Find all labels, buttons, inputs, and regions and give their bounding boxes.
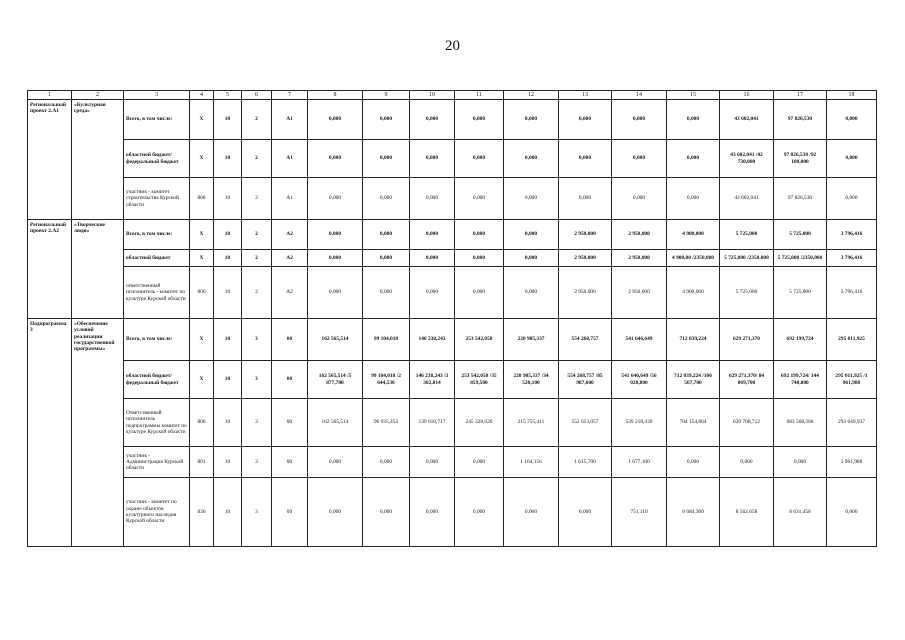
block-name: Региональный проект 2.А2 (28, 220, 72, 319)
budget-table (27, 90, 877, 547)
row-label: ответственный исполнитель - комитет по культуре Курской области (124, 267, 190, 319)
value-cell: 4 900,000 (667, 267, 720, 319)
value-cell: 0,000 (363, 100, 410, 140)
value-cell: 552 653,057 (559, 399, 612, 447)
value-cell: 43 602,041 (720, 178, 774, 220)
block-title: «Творческие люди» (72, 220, 124, 319)
value-cell: 0,000 (455, 267, 504, 319)
value-cell: 2 950,000 (559, 250, 612, 267)
value-cell: 0,000 (308, 250, 363, 267)
value-cell: 97 826,530 (774, 178, 827, 220)
value-cell: 2 950,000 (559, 267, 612, 319)
value-cell: 2 950,000 (612, 250, 667, 267)
value-cell: 146 238,243 /3 302,814 (410, 361, 455, 399)
column-header-1: 1 (28, 91, 72, 100)
code-cell-c4: 808 (190, 178, 214, 220)
value-cell: 0,000 (504, 267, 559, 319)
value-cell: 2 950,000 (612, 220, 667, 250)
code-cell-c5: 10 (214, 478, 242, 547)
value-cell: 162 565,514 /5 877,700 (308, 361, 363, 399)
value-cell: 99 104,018 (363, 319, 410, 361)
value-cell: 541 646,649 (612, 319, 667, 361)
value-cell: 712 839,224 /106 567,700 (667, 361, 720, 399)
value-cell: 0,000 (504, 250, 559, 267)
code-cell-c7: 00 (272, 361, 308, 399)
value-cell: 0,000 (504, 140, 559, 178)
code-cell-c5: 10 (214, 250, 242, 267)
value-cell: 704 154,864 (667, 399, 720, 447)
value-cell: 253 542,058 (455, 319, 504, 361)
code-cell-c4: 836 (190, 478, 214, 547)
value-cell: 683 568,266 (774, 399, 827, 447)
table-row (28, 361, 877, 399)
value-cell: 0,000 (308, 178, 363, 220)
value-cell: 0,000 (410, 447, 455, 478)
column-header-4: 4 (190, 91, 214, 100)
value-cell: 0,000 (455, 140, 504, 178)
value-cell: 0,000 (363, 250, 410, 267)
block-title: «Культурная среда» (72, 100, 124, 220)
value-cell: 0,000 (363, 267, 410, 319)
value-cell: 539 218,439 (612, 399, 667, 447)
value-cell: 5 725,000 (720, 267, 774, 319)
code-cell-c5: 10 (214, 220, 242, 250)
code-cell-c4: 801 (190, 447, 214, 478)
value-cell: 4 900,00 /2350,000 (667, 250, 720, 267)
table-row (28, 267, 877, 319)
value-cell: 5 725,000 /2350,000 (774, 250, 827, 267)
value-cell: 0,000 (410, 478, 455, 547)
row-label: Всего, в том числе: (124, 220, 190, 250)
value-cell: 0,000 (667, 178, 720, 220)
code-cell-c7: А2 (272, 267, 308, 319)
code-cell-c7: 00 (272, 319, 308, 361)
value-cell: 245 328,026 (455, 399, 504, 447)
value-cell: 0,000 (308, 478, 363, 547)
code-cell-c4: Х (190, 319, 214, 361)
value-cell: 1 615,700 (559, 447, 612, 478)
value-cell: 0,000 (410, 267, 455, 319)
value-cell: 0,000 (774, 447, 827, 478)
value-cell: 0,000 (504, 178, 559, 220)
code-cell-c5: 10 (214, 100, 242, 140)
value-cell: 0,000 (410, 250, 455, 267)
code-cell-c4: Х (190, 220, 214, 250)
column-header-8: 8 (308, 91, 363, 100)
block-name: Региональный проект 2.А1 (28, 100, 72, 220)
value-cell: 0,000 (308, 220, 363, 250)
value-cell: 220 985,337 (504, 319, 559, 361)
value-cell: 0,000 (455, 250, 504, 267)
value-cell: 295 011,925 /1 961,988 (827, 361, 877, 399)
value-cell: 554 268,757 (559, 319, 612, 361)
block-name: Подпрограмма 3 (28, 319, 72, 547)
value-cell: 220 985,337 /34 520,100 (504, 361, 559, 399)
value-cell: 3 796,416 (827, 250, 877, 267)
value-cell: 0,000 (612, 140, 667, 178)
row-label: Всего, в том числе: (124, 319, 190, 361)
code-cell-c6: 2 (242, 220, 272, 250)
value-cell: 5 725,000 (774, 267, 827, 319)
code-cell-c5: 10 (214, 140, 242, 178)
code-cell-c5: 10 (214, 178, 242, 220)
value-cell: 2 950,000 (612, 267, 667, 319)
value-cell: 97 826,530 /92 100,000 (774, 140, 827, 178)
code-cell-c4: Х (190, 250, 214, 267)
code-cell-c7: А2 (272, 220, 308, 250)
column-header-18: 18 (827, 91, 877, 100)
value-cell: 3 796,416 (827, 267, 877, 319)
value-cell: 0,000 (308, 447, 363, 478)
table-row (28, 447, 877, 478)
table-row (28, 319, 877, 361)
value-cell: 0,000 (612, 100, 667, 140)
value-cell: 162 565,514 (308, 399, 363, 447)
code-cell-c5: 10 (214, 399, 242, 447)
value-cell: 0,000 (410, 100, 455, 140)
row-label: областной бюджет (124, 250, 190, 267)
code-cell-c6: 2 (242, 267, 272, 319)
column-header-12: 12 (504, 91, 559, 100)
value-cell: 1 164,156 (504, 447, 559, 478)
code-cell-c5: 10 (214, 319, 242, 361)
page-number: 20 (445, 38, 460, 54)
code-cell-c6: 2 (242, 178, 272, 220)
value-cell: 0,000 (827, 140, 877, 178)
value-cell: 1 961,988 (827, 447, 877, 478)
value-cell: 0,000 (410, 220, 455, 250)
code-cell-c6: 2 (242, 140, 272, 178)
column-header-2: 2 (72, 91, 124, 100)
row-label: Всего, в том числе: (124, 100, 190, 140)
code-cell-c7: А2 (272, 250, 308, 267)
table-row (28, 178, 877, 220)
value-cell: 0,000 (363, 478, 410, 547)
value-cell: 0,000 (410, 178, 455, 220)
value-cell: 0,000 (363, 447, 410, 478)
value-cell: 0,000 (455, 220, 504, 250)
value-cell: 0,000 (827, 478, 877, 547)
code-cell-c6: 3 (242, 399, 272, 447)
value-cell: 0,000 (827, 178, 877, 220)
value-cell: 692 199,724/ 144 740,800 (774, 361, 827, 399)
value-cell: 2 950,000 (559, 220, 612, 250)
value-cell: 0,000 (559, 140, 612, 178)
value-cell: 554 268,757 /85 987,600 (559, 361, 612, 399)
value-cell: 5 725,000 (720, 220, 774, 250)
value-cell: 0,000 (667, 100, 720, 140)
code-cell-c7: А1 (272, 140, 308, 178)
value-cell: 0,000 (559, 100, 612, 140)
code-cell-c5: 10 (214, 447, 242, 478)
value-cell: 97 826,530 (774, 100, 827, 140)
value-cell: 0,000 (410, 140, 455, 178)
code-cell-c7: 00 (272, 447, 308, 478)
value-cell: 43 602,041 /42 730,000 (720, 140, 774, 178)
column-header-10: 10 (410, 91, 455, 100)
table-row (28, 100, 877, 140)
row-label: областной бюджет/ федеральный бюджет (124, 140, 190, 178)
value-cell: 96 935,453 (363, 399, 410, 447)
code-cell-c6: 3 (242, 447, 272, 478)
value-cell: 0,000 (504, 478, 559, 547)
column-header-3: 3 (124, 91, 190, 100)
value-cell: 0,000 (363, 140, 410, 178)
value-cell: 0,000 (720, 447, 774, 478)
value-cell: 99 104,018 /2 644,530 (363, 361, 410, 399)
column-header-9: 9 (363, 91, 410, 100)
code-cell-c4: Х (190, 140, 214, 178)
value-cell: 4 900,000 (667, 220, 720, 250)
column-header-16: 16 (720, 91, 774, 100)
value-cell: 0,000 (363, 178, 410, 220)
value-cell: 712 839,224 (667, 319, 720, 361)
header-row (28, 91, 877, 100)
value-cell: 293 049,937 (827, 399, 877, 447)
code-cell-c4: 806 (190, 399, 214, 447)
value-cell: 0,000 (612, 178, 667, 220)
code-cell-c4: Х (190, 100, 214, 140)
value-cell: 0,000 (308, 267, 363, 319)
value-cell: 0,000 (455, 100, 504, 140)
value-cell: 0,000 (455, 447, 504, 478)
value-cell: 0,000 (827, 100, 877, 140)
value-cell: 1 677,100 (612, 447, 667, 478)
value-cell: 295 011,925 (827, 319, 877, 361)
value-cell: 0,000 (504, 100, 559, 140)
value-cell: 0,000 (559, 478, 612, 547)
value-cell: 0,000 (667, 447, 720, 478)
row-label: Ответственный исполнитель подпрограммы комитет по культуре Курской области (124, 399, 190, 447)
table-row (28, 250, 877, 267)
table-row (28, 140, 877, 178)
code-cell-c6: 3 (242, 478, 272, 547)
code-cell-c7: А1 (272, 100, 308, 140)
column-header-5: 5 (214, 91, 242, 100)
value-cell: 541 646,649 /56 028,800 (612, 361, 667, 399)
value-cell: 0,000 (308, 100, 363, 140)
value-cell: 0,000 (455, 478, 504, 547)
column-header-6: 6 (242, 91, 272, 100)
code-cell-c5: 10 (214, 267, 242, 319)
code-cell-c4: Х (190, 361, 214, 399)
value-cell: 629 271,370 (720, 319, 774, 361)
value-cell: 0,000 (559, 178, 612, 220)
code-cell-c7: 00 (272, 478, 308, 547)
value-cell: 43 602,041 (720, 100, 774, 140)
value-cell: 3 796,416 (827, 220, 877, 250)
column-header-11: 11 (455, 91, 504, 100)
block-title: «Обеспечение условий реализации государственной программы» (72, 319, 124, 547)
code-cell-c6: 2 (242, 250, 272, 267)
value-cell: 253 542,058 /35 859,500 (455, 361, 504, 399)
column-header-17: 17 (774, 91, 827, 100)
code-cell-c6: 2 (242, 100, 272, 140)
value-cell: 629 271,370/ 84 069,700 (720, 361, 774, 399)
row-label: областной бюджет/ федеральный бюджет (124, 361, 190, 399)
code-cell-c6: 3 (242, 319, 272, 361)
value-cell: 8 562,658 (720, 478, 774, 547)
value-cell: 8 631,458 (774, 478, 827, 547)
value-cell: 692 199,724 (774, 319, 827, 361)
value-cell: 620 708,712 (720, 399, 774, 447)
value-cell: 5 725,000 /2350,000 (720, 250, 774, 267)
code-cell-c4: 806 (190, 267, 214, 319)
row-label: участник - комитет по охране объектов культурного наследия Курской области (124, 478, 190, 547)
column-header-15: 15 (667, 91, 720, 100)
table-row (28, 220, 877, 250)
value-cell: 139 610,717 (410, 399, 455, 447)
code-cell-c7: 00 (272, 399, 308, 447)
column-header-13: 13 (559, 91, 612, 100)
code-cell-c6: 3 (242, 361, 272, 399)
value-cell: 0,000 (308, 140, 363, 178)
code-cell-c5: 10 (214, 361, 242, 399)
value-cell: 146 238,243 (410, 319, 455, 361)
code-cell-c7: А1 (272, 178, 308, 220)
column-header-7: 7 (272, 91, 308, 100)
value-cell: 5 725,000 (774, 220, 827, 250)
value-cell: 751,110 (612, 478, 667, 547)
value-cell: 8 684,360 (667, 478, 720, 547)
row-label: участник - Администрация Курской области (124, 447, 190, 478)
table-row (28, 399, 877, 447)
table-row (28, 478, 877, 547)
value-cell: 0,000 (455, 178, 504, 220)
column-header-14: 14 (612, 91, 667, 100)
value-cell: 215 755,411 (504, 399, 559, 447)
value-cell: 162 565,514 (308, 319, 363, 361)
value-cell: 0,000 (504, 220, 559, 250)
value-cell: 0,000 (363, 220, 410, 250)
row-label: участник - комитет строительства Курской области (124, 178, 190, 220)
value-cell: 0,000 (667, 140, 720, 178)
